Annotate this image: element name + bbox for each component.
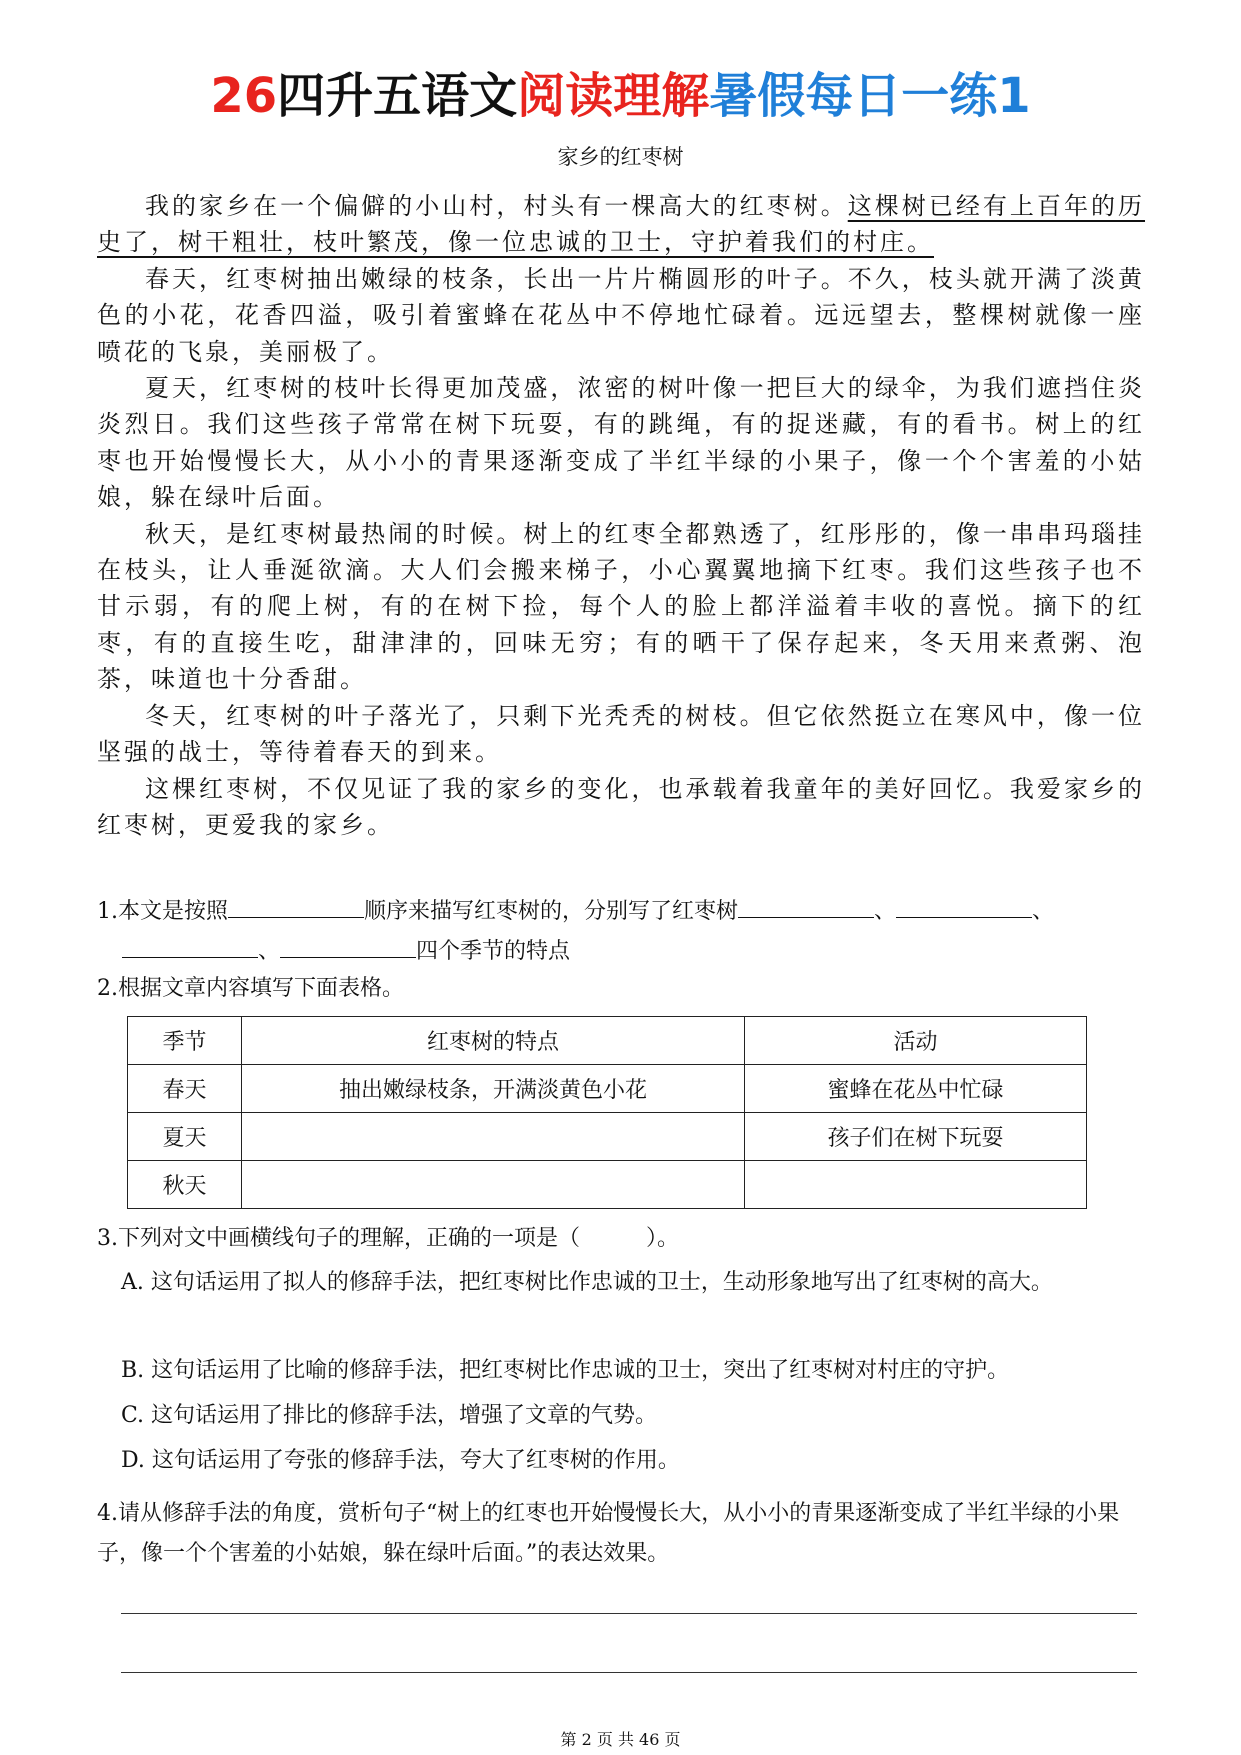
paragraph-1 — [97, 188, 1145, 261]
option-d[interactable]: D. 这句话运用了夸张的修辞手法，夸大了红枣树的作用。 — [121, 1448, 680, 1473]
paragraph-autumn: 秋天，是红枣树最热闹的时候。树上的红枣全都熟透了，红彤彤的，像一串串玛瑙挂在枝头，让人垂涎欲滴。大人们会搬来梯子，小心翼翼地摘下红枣。我们这些孩子也不甘示弱，有的爬上树，有的在树下捡，每个人的脸上都洋溢着丰收的喜悦。摘下的红枣，有的直接生吃，甜津津的，回味无穷；有的晒干了保存起来，冬天用来煮粥、泡茶，味道也十分香甜。 — [97, 519, 1145, 694]
question-1-line-2: 、 四个季节的特点 — [122, 935, 1170, 967]
table-row — [128, 1161, 1087, 1209]
table-cell: 夏天 — [128, 1113, 242, 1161]
blank-season-3[interactable] — [122, 935, 258, 958]
blank-season-1[interactable] — [738, 895, 874, 918]
table-row — [128, 1113, 1087, 1161]
passage-text — [97, 188, 1145, 843]
blank-season-2[interactable] — [896, 895, 1032, 918]
header-features: 红枣树的特点 — [242, 1017, 745, 1065]
underlined-sentence: 这棵树已经有上百年的历史了，树干粗壮，枝叶繁茂，像一位忠诚的卫士，守护着我们的村庄。 — [97, 192, 1146, 257]
page-title — [0, 64, 1241, 128]
header-activity: 活动 — [745, 1017, 1087, 1065]
question-2-prompt: 2.根据文章内容填写下面表格。 — [97, 976, 404, 1001]
question-1-line-1: 1.本文是按照 顺序来描写红枣树的，分别写了红枣树 、 、 — [97, 895, 1145, 927]
blank-order[interactable] — [228, 895, 364, 918]
question-4-prompt: 4.请从修辞手法的角度，赏析句子“树上的红枣也开始慢慢长大，从小小的青果逐渐变成了半红半绿的小果子，像一个个害羞的小姑娘，躲在绿叶后面。”的表达效果。 — [97, 1501, 1120, 1566]
answer-cell[interactable] — [745, 1161, 1087, 1209]
table-cell: 春天 — [128, 1065, 242, 1113]
paragraph-summer: 夏天，红枣树的枝叶长得更加茂盛，浓密的树叶像一把巨大的绿伞，为我们遮挡住炎炎烈日。我们这些孩子常常在树下玩耍，有的跳绳，有的捉迷藏，有的看书。树上的红枣也开始慢慢长大，从小小的青果逐渐变成了半红半绿的小果子，像一个个害羞的小姑娘，躲在绿叶后面。 — [97, 374, 1145, 512]
option-a[interactable]: A. 这句话运用了拟人的修辞手法，把红枣树比作忠诚的卫士，生动形象地写出了红枣树的高大。 — [121, 1270, 1053, 1295]
paragraph-1-intro: 我的家乡在一个偏僻的小山村，村头有一棵高大的红枣树。 — [145, 192, 848, 220]
title-part-grade: 四升五语文 — [277, 68, 518, 124]
table-row — [128, 1065, 1087, 1113]
table-cell: 蜜蜂在花丛中忙碌 — [745, 1065, 1087, 1113]
title-part-series: 暑假每日一练1 — [709, 68, 1031, 124]
title-part-subject: 阅读理解 — [517, 68, 710, 124]
passage-title: 家乡的红枣树 — [557, 145, 684, 169]
header-season: 季节 — [128, 1017, 242, 1065]
paragraph-conclusion: 这棵红枣树，不仅见证了我的家乡的变化，也承载着我童年的美好回忆。我爱家乡的红枣树，更爱我的家乡。 — [97, 774, 1145, 839]
table-cell: 秋天 — [128, 1161, 242, 1209]
answer-line-2[interactable] — [121, 1672, 1137, 1673]
option-b[interactable]: B. 这句话运用了比喻的修辞手法，把红枣树比作忠诚的卫士，突出了红枣树对村庄的守护。 — [121, 1358, 1010, 1383]
answer-cell[interactable] — [242, 1161, 745, 1209]
table-header-row — [128, 1017, 1087, 1065]
table-cell: 孩子们在树下玩耍 — [745, 1113, 1087, 1161]
season-table — [127, 1016, 1087, 1209]
paragraph-winter: 冬天，红枣树的叶子落光了，只剩下光秃秃的树枝。但它依然挺立在寒风中，像一位坚强的战士，等待着春天的到来。 — [97, 701, 1145, 767]
answer-cell[interactable] — [242, 1113, 745, 1161]
paragraph-spring: 春天，红枣树抽出嫩绿的枝条，长出一片片椭圆形的叶子。不久，枝头就开满了淡黄色的小花，花香四溢，吸引着蜜蜂在花丛中不停地忙碌着。远远望去，整棵树就像一座喷花的飞泉，美丽极了。 — [97, 264, 1145, 366]
page-footer: 第 2 页 共 46 页 — [560, 1730, 681, 1749]
table-cell: 抽出嫩绿枝条，开满淡黄色小花 — [242, 1065, 745, 1113]
blank-season-4[interactable] — [280, 935, 416, 958]
option-c[interactable]: C. 这句话运用了排比的修辞手法，增强了文章的气势。 — [121, 1403, 658, 1428]
title-part-number: 26 — [210, 68, 278, 124]
answer-line-1[interactable] — [121, 1613, 1137, 1614]
question-3-prompt: 3.下列对文中画横线句子的理解，正确的一项是（ ）。 — [97, 1226, 679, 1251]
